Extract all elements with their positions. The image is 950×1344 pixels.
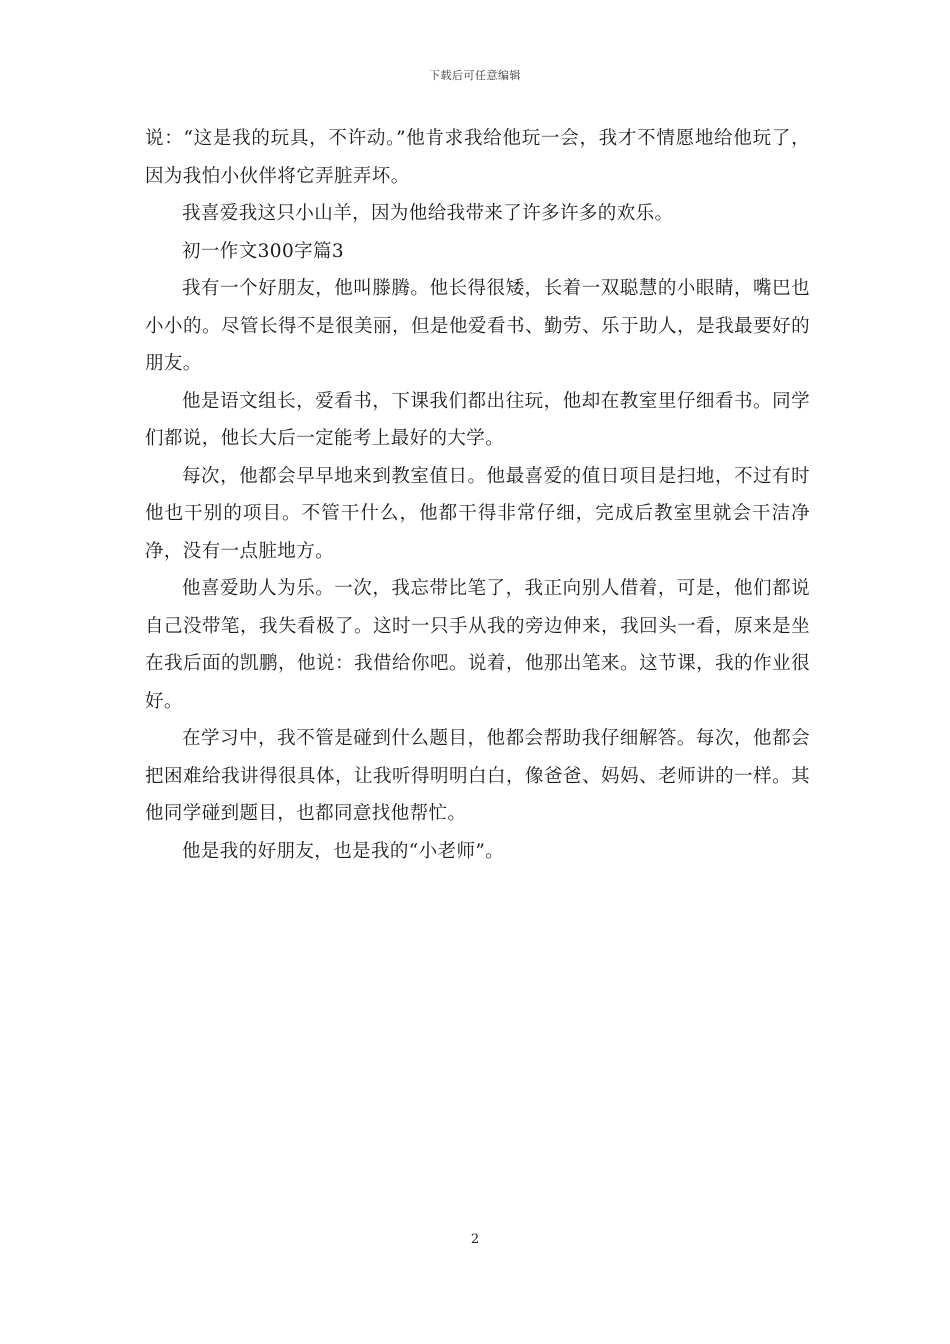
section-title: 初一作文300字篇3 — [182, 240, 345, 262]
page-header: 下载后可任意编辑 — [429, 69, 521, 82]
paragraph: 在学习中，我不管是碰到什么题目，他都会帮助我仔细解答。每次，他都会把困难给我讲得很具体，让我听得明明白白，像爸爸、妈妈、老师讲的一样。其他同学碰到题目，也都同意找他帮忙。 — [145, 728, 810, 824]
paragraph: 我喜爱我这只小山羊，因为他给我带来了许多许多的欢乐。 — [182, 203, 674, 224]
page-number: 2 — [470, 1232, 480, 1247]
paragraph: 他是我的好朋友，也是我的“小老师”。 — [182, 840, 505, 862]
paragraph: 他是语文组长，爱看书，下课我们都出往玩，他却在教室里仔细看书。同学们都说，他长大后一定能考上最好的大学。 — [145, 390, 810, 449]
paragraph: 他喜爱助人为乐。一次，我忘带比笔了，我正向别人借着，可是，他们都说自己没带笔，我失看极了。这时一只手从我的旁边伸来，我回头一看，原来是坐在我后面的凯鹏，他说：我借给你吧。说着，他那出笔来。这节课，我的作业很好。 — [145, 578, 810, 712]
document-body — [145, 120, 810, 870]
paragraph-continuation: 说：“这是我的玩具，不许动。”他肯求我给他玩一会，我才不情愿地给他玩了，因为我怕小伙伴将它弄脏弄坏。 — [145, 128, 810, 187]
paragraph: 我有一个好朋友，他叫滕腾。他长得很矮，长着一双聪慧的小眼睛，嘴巴也小小的。尽管长得不是很美丽，但是他爱看书、勤劳、乐于助人，是我最要好的朋友。 — [145, 278, 810, 374]
paragraph: 每次，他都会早早地来到教室值日。他最喜爱的值日项目是扫地，不过有时他也干别的项目。不管干什么，他都干得非常仔细，完成后教室里就会干洁净净，没有一点脏地方。 — [145, 465, 810, 562]
